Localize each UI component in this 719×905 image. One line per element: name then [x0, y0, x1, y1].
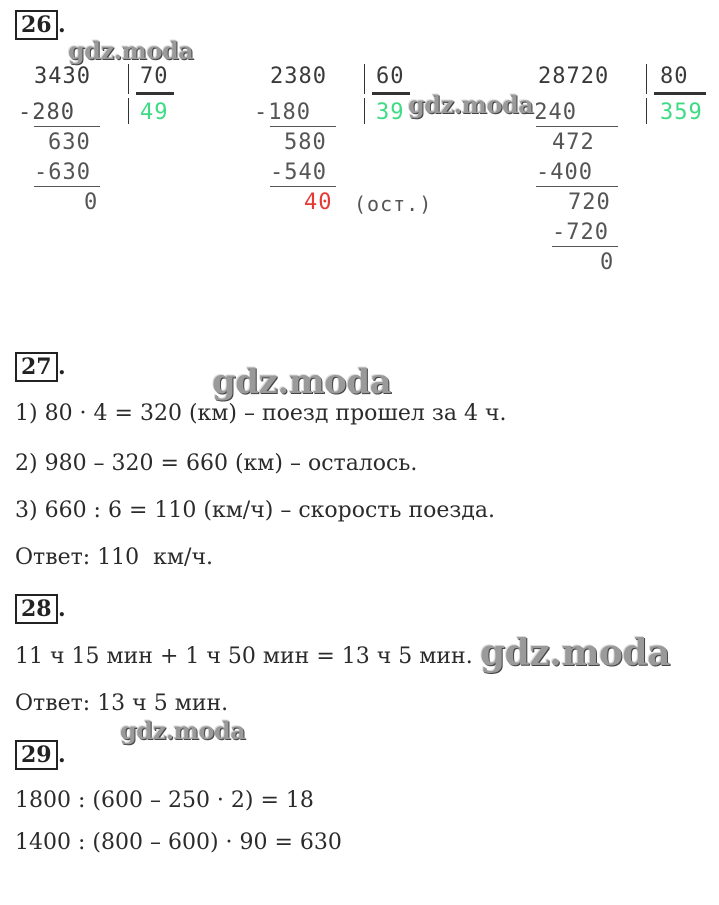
- task-number-badge: [15, 10, 58, 40]
- remainder: 40: [304, 190, 333, 215]
- remainder-note: (ост.): [354, 192, 433, 216]
- step-subtract: -630: [34, 160, 91, 185]
- expression-line: 1800 : (600 – 250 · 2) = 18: [15, 788, 314, 813]
- step-subtract: -540: [270, 160, 327, 185]
- task-number: 28: [21, 596, 52, 622]
- answer-line: Ответ: 110 км/ч.: [15, 545, 213, 570]
- solution-line: 1) 80 · 4 = 320 (км) – поезд прошел за 4 ч.: [15, 401, 507, 426]
- period: .: [58, 742, 66, 768]
- period: .: [58, 354, 66, 380]
- solution-line: 2) 980 – 320 = 660 (км) – осталось.: [15, 451, 418, 476]
- dividend: 2380: [270, 64, 327, 89]
- step-value: 720: [568, 190, 611, 215]
- task-number: 27: [21, 354, 52, 380]
- step-value: 472: [552, 130, 595, 155]
- step-line: [270, 126, 336, 127]
- step-line: [34, 126, 100, 127]
- solution-line: 3) 660 : 6 = 110 (км/ч) – скорость поезда.: [15, 498, 496, 523]
- task-number: 26: [21, 12, 52, 38]
- step-result: 0: [600, 250, 615, 275]
- quotient: 49: [140, 100, 169, 125]
- divisor: 60: [376, 64, 405, 89]
- divisor: 70: [140, 64, 169, 89]
- step-line: [552, 246, 618, 247]
- division-bar: [128, 98, 129, 124]
- task-number-badge: [15, 594, 58, 624]
- dividend: 3430: [34, 64, 91, 89]
- answer-line: Ответ: 13 ч 5 мин.: [15, 691, 229, 716]
- step-subtract: -400: [536, 160, 593, 185]
- divisor-underline: [372, 92, 410, 95]
- division-bar: [364, 98, 365, 124]
- period: .: [58, 12, 66, 38]
- step-value: 630: [48, 130, 91, 155]
- divisor-underline: [136, 92, 174, 95]
- step-subtract: -240: [520, 100, 577, 125]
- step-subtract: -280: [18, 100, 75, 125]
- quotient: 359: [660, 100, 703, 125]
- step-value: 580: [284, 130, 327, 155]
- watermark: gdz.moda: [480, 632, 670, 674]
- step-line: [270, 186, 336, 187]
- task-number-badge: [15, 352, 58, 382]
- step-line: [536, 126, 618, 127]
- step-line: [536, 186, 618, 187]
- step-result: 0: [84, 190, 99, 215]
- period: .: [58, 596, 66, 622]
- solution-line: 11 ч 15 мин + 1 ч 50 мин = 13 ч 5 мин.: [15, 644, 473, 669]
- task-number-badge: [15, 740, 58, 770]
- watermark: gdz.moda: [408, 90, 534, 119]
- division-bar: [364, 64, 365, 94]
- division-bar: [646, 64, 647, 94]
- division-bar: [646, 98, 647, 124]
- step-subtract: -180: [254, 100, 311, 125]
- divisor: 80: [660, 64, 689, 89]
- expression-line: 1400 : (800 – 600) · 90 = 630: [15, 830, 342, 855]
- watermark: gdz.moda: [212, 362, 392, 402]
- task-number: 29: [21, 742, 52, 768]
- quotient: 39: [376, 100, 405, 125]
- divisor-underline: [654, 92, 706, 95]
- watermark: gdz.moda: [68, 36, 194, 65]
- division-bar: [128, 64, 129, 94]
- dividend: 28720: [538, 64, 610, 89]
- step-subtract: -720: [552, 220, 609, 245]
- step-line: [34, 186, 100, 187]
- watermark: gdz.moda: [120, 716, 246, 745]
